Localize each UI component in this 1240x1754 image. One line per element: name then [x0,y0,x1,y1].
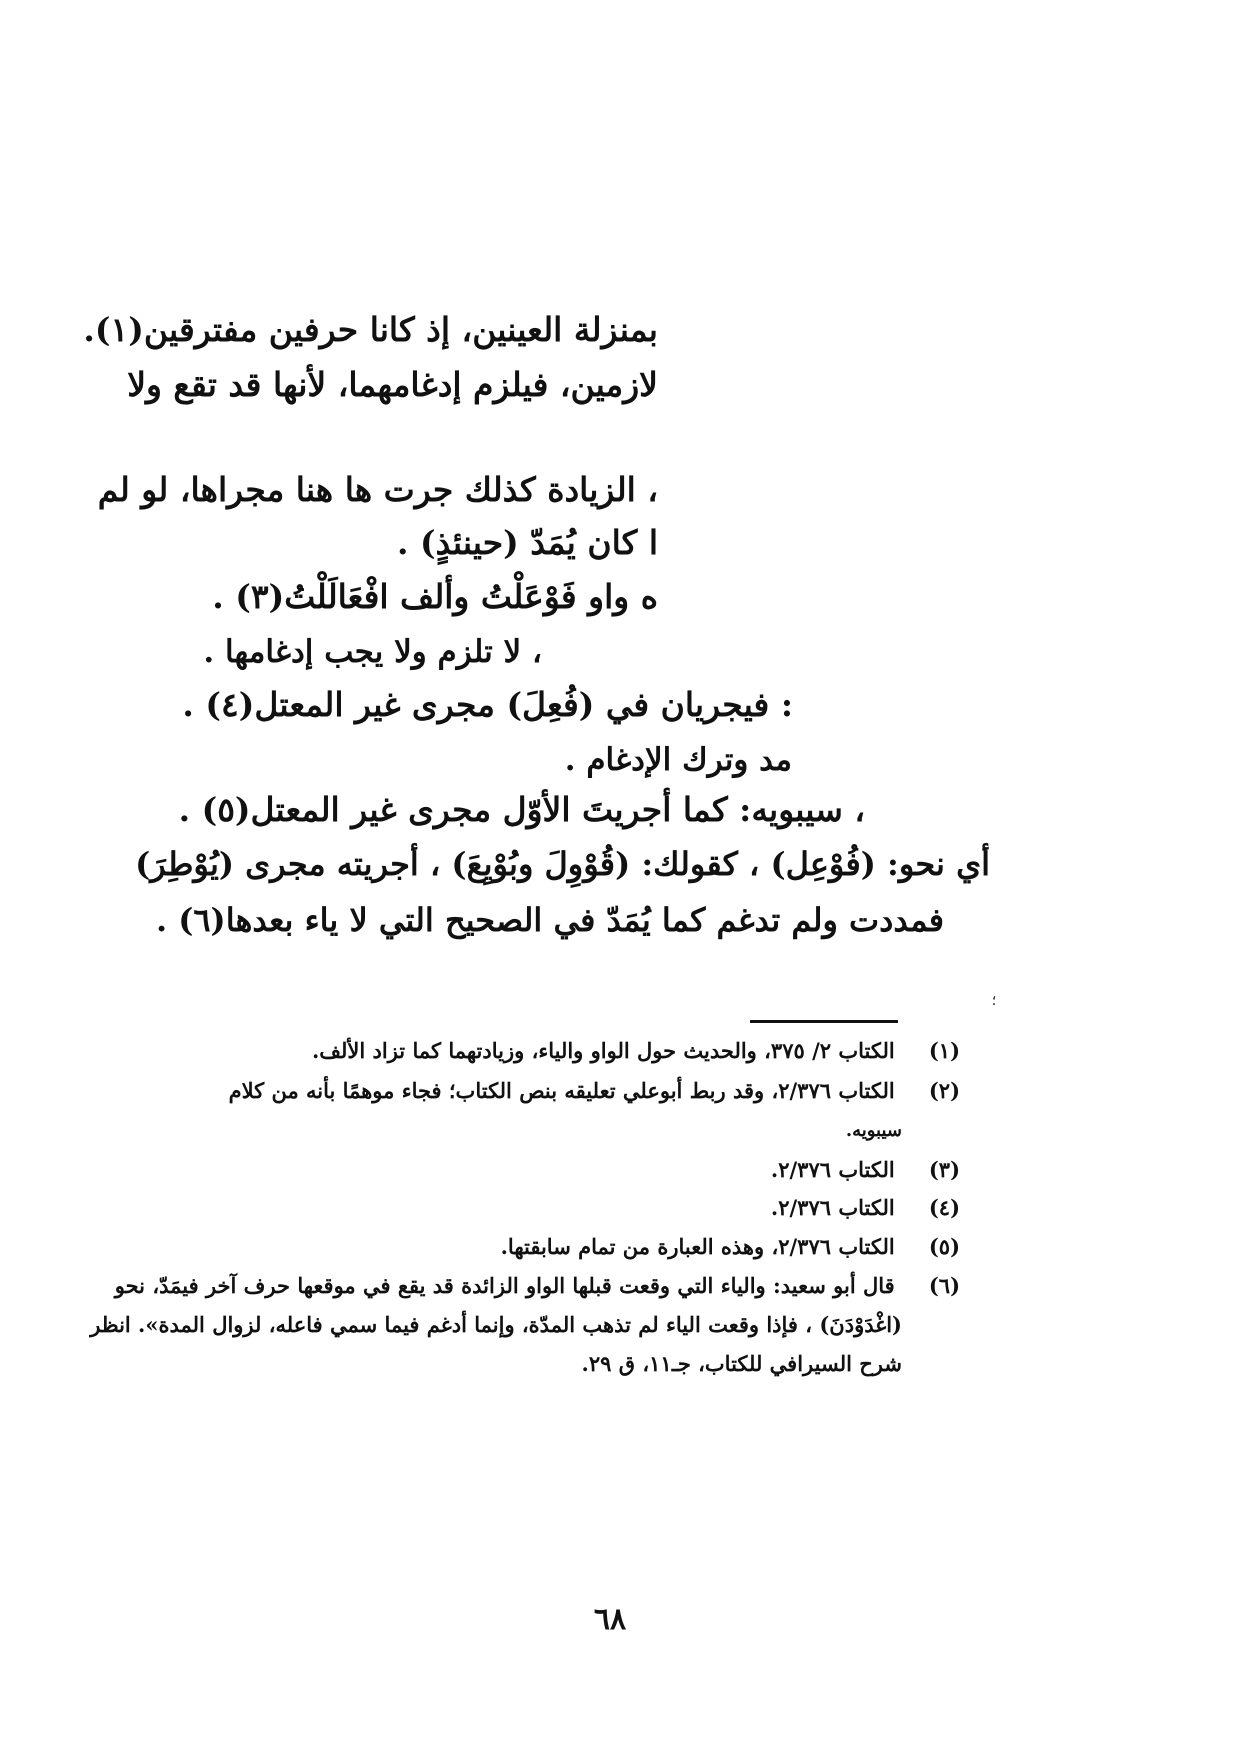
body-line-8: مد وترك الإدغام . [564,742,792,778]
footnote-6 [115,1271,960,1301]
footnote-text: سيبويه. [845,1120,902,1141]
footnote-4 [771,1193,960,1223]
footnote-text: الكتاب ٢/٣٧٦. [770,1157,895,1182]
footnote-text: الكتاب ٢/ ٣٧٥، والحديث حول الواو والياء، وزيادتهما كما تزاد الألف. [311,1038,895,1063]
body-line-5: ه واو فَوْعَلْتُ وألف افْعَالَلْتُ(٣) . [212,577,658,616]
footnote-3 [771,1155,960,1185]
footnote-number: (٦) [928,1273,960,1298]
footnote-number: (٤) [928,1195,960,1220]
body-line-11: فمددت ولم تدغم كما يُمَدّ في الصحيح التي لا ياء بعدها(٦) . [155,901,944,939]
footnote-number: (٢) [928,1078,960,1103]
footnote-text: الكتاب ٢/٣٧٦، وقد ربط أبوعلي تعليقه بنص الكتاب؛ فجاء موهمًا بأنه من كلام [228,1078,895,1103]
body-line-6: ، لا تلزم ولا يجب إدغامها . [203,634,542,670]
footnote-text: شرح السيرافي للكتاب، جـ١١، ق ٢٩. [581,1351,902,1376]
footnote-2-continuation [846,1116,902,1146]
footnote-5 [501,1232,960,1262]
body-line-10: أي نحو: (فُوْعِل) ، كقولك: (قُوْوِلَ وبُوْيِعَ) ، أجريته مجرى (يُوْطِرَ) [135,845,990,883]
body-line-9: ، سيبويه: كما أجريتَ الأوّل مجرى غير المعتل(٥) . [178,790,865,829]
footnote-6-continuation-1 [90,1310,902,1340]
footnote-number: (١) [928,1038,960,1063]
footnote-text: الكتاب ٢/٣٧٦. [770,1195,895,1220]
page-number: ٦٨ [593,1602,627,1637]
body-line-3: ، الزيادة كذلك جرت ها هنا مجراها، لو لم [97,470,658,509]
footnote-1 [312,1036,960,1066]
body-line-7: : فيجريان في (فُعِلَ) مجرى غير المعتل(٤) . [182,685,793,724]
body-line-1: بمنزلة العينين، إذ كانا حرفين مفترقين(١). [83,310,658,349]
footnote-2 [229,1076,960,1106]
footnote-number: (٣) [928,1157,960,1182]
footnote-text: قال أبو سعيد: والياء التي وقعت قبلها الواو الزائدة قد يقع في موقعها حرف آخر فيمَدّ، نحو [114,1273,895,1298]
margin-mark: ؛ [991,993,997,1009]
footnote-text: الكتاب ٢/٣٧٦، وهذه العبارة من تمام سابقتها. [500,1234,895,1259]
footnote-number: (٥) [928,1234,960,1259]
body-line-2: لازمين، فيلزم إدغامهما، لأنها قد تقع ولا [127,365,658,404]
footnote-text: (اغْدَوْدَنَ) ، فإذا وقعت الياء لم تذهب المدّة، وإنما أدغم فيما سمي فاعله، لزوال المدة». انظر [90,1312,902,1337]
footnote-6-continuation-2 [582,1349,902,1379]
footnote-separator [750,1020,898,1023]
body-line-4: ا كان يُمَدّ (حينئذٍ) . [396,523,658,562]
